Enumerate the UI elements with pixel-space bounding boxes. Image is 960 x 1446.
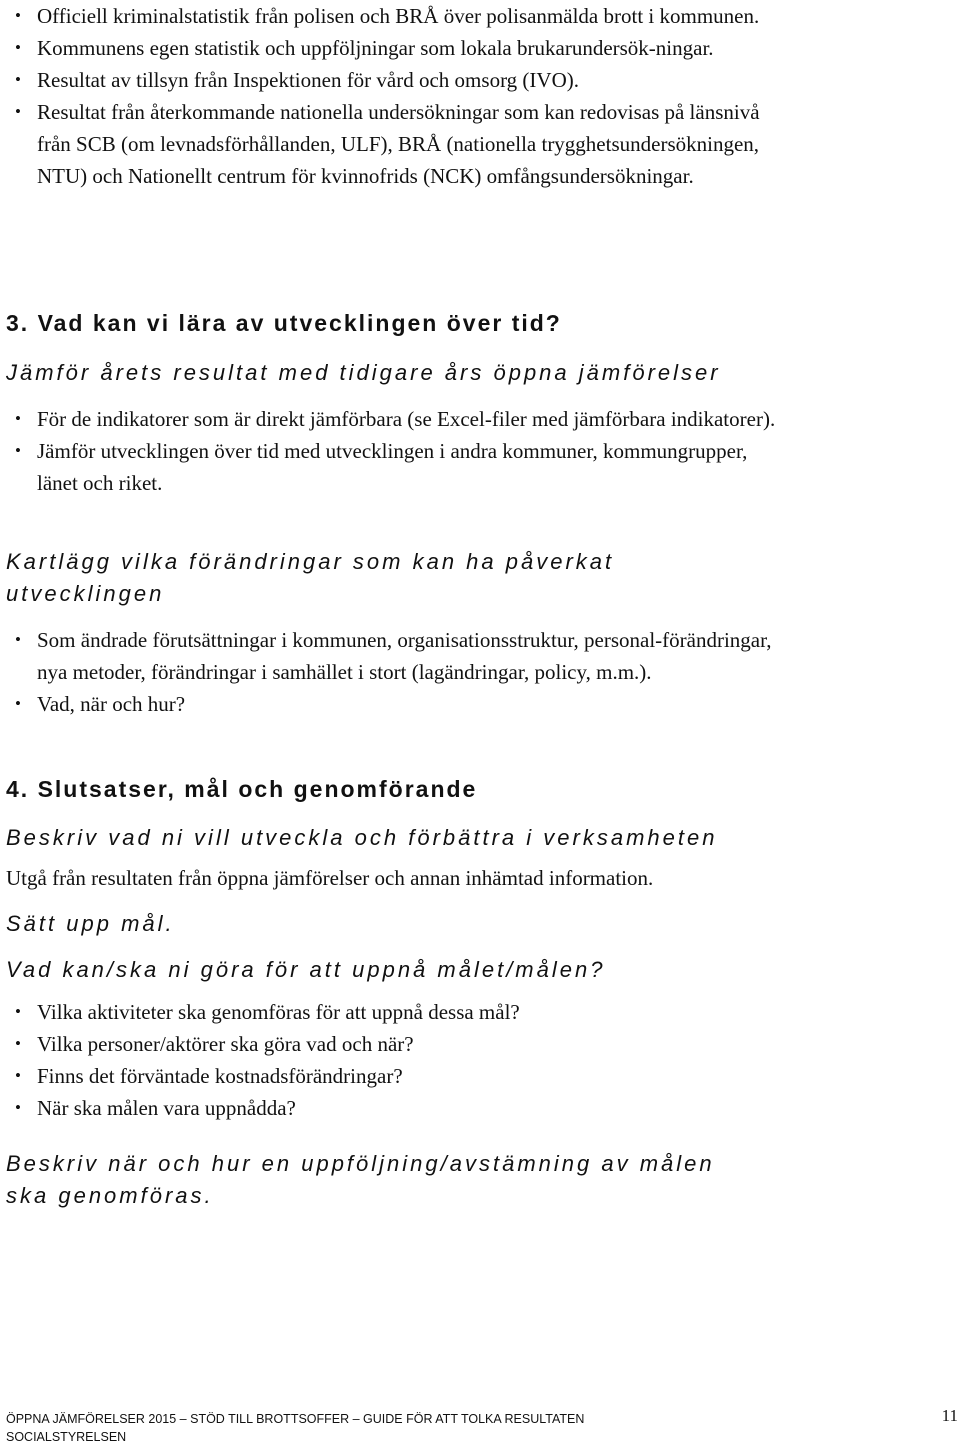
list-item: • När ska målen vara uppnådda? [6,1092,786,1124]
section-4-intro-text: Utgå från resultaten från öppna jämförelser och annan inhämtad information. [6,866,654,890]
bullet-icon: • [15,1098,21,1117]
list-item: • Vad, när och hur? [6,688,786,720]
bullet-icon: • [15,694,21,713]
list-item: • För de indikatorer som är direkt jämförbara (se Excel-filer med jämförbara indikatorer). [6,403,786,435]
list-item: • Resultat från återkommande nationella undersökningar som kan redovisas på länsnivå från SCB (om levnadsförhållanden, ULF), BRÅ (nationella trygghetsundersökningen, NTU) och Nationellt centrum för kvinnofrids (NCK) omfångsundersökningar. [6,96,786,192]
list-item: • Officiell kriminalstatistik från polisen och BRÅ över polisanmälda brott i kommunen. [6,0,786,32]
section-4-subheading-1: Beskriv vad ni vill utveckla och förbättra i verksamheten [6,825,718,850]
section-4-subheading-2: Sätt upp mål. [6,911,175,936]
bullet-icon: • [15,102,21,121]
section-4-subheading-4: Beskriv när och hur en uppföljning/avstämning av målen ska genomföras. [6,1151,715,1208]
bullet-icon: • [15,70,21,89]
section-4-list [6,996,786,1124]
list-item: • Som ändrade förutsättningar i kommunen, organisationsstruktur, personal-förändringar, nya metoder, förändringar i samhället i stort (lagändringar, policy, m.m.). [6,624,786,688]
footer-publisher: SOCIALSTYRELSEN [6,1430,127,1444]
bullet-icon: • [15,630,21,649]
list-item: • Resultat av tillsyn från Inspektionen för vård och omsorg (IVO). [6,64,786,96]
page-number: 11 [941,1406,958,1425]
list-item: • Kommunens egen statistik och uppföljningar som lokala brukarundersök-ningar. [6,32,786,64]
section-3-heading: 3. Vad kan vi lära av utvecklingen över tid? [6,310,562,336]
section-4-subheading-3: Vad kan/ska ni göra för att uppnå målet/målen? [6,957,606,982]
bullet-icon: • [15,6,21,25]
bullet-icon: • [15,1066,21,1085]
source-list [6,0,786,192]
page-footer [6,1410,584,1446]
section-3-list-1 [6,403,786,499]
bullet-icon: • [15,38,21,57]
footer-title: ÖPPNA JÄMFÖRELSER 2015 – STÖD TILL BROTTSOFFER – GUIDE FÖR ATT TOLKA RESULTATEN [6,1412,585,1426]
bullet-icon: • [15,409,21,428]
section-3-list-2 [6,624,786,720]
bullet-icon: • [15,1002,21,1021]
bullet-icon: • [15,1034,21,1053]
list-item: • Finns det förväntade kostnadsförändringar? [6,1060,786,1092]
list-item: • Jämför utvecklingen över tid med utvecklingen i andra kommuner, kommungrupper, länet och riket. [6,435,786,499]
list-item: • Vilka personer/aktörer ska göra vad och när? [6,1028,786,1060]
section-3-subheading-1: Jämför årets resultat med tidigare års öppna jämförelser [6,360,721,385]
section-4-heading: 4. Slutsatser, mål och genomförande [6,776,478,802]
bullet-icon: • [15,441,21,460]
section-3-subheading-2: Kartlägg vilka förändringar som kan ha påverkat utvecklingen [6,549,615,606]
list-item: • Vilka aktiviteter ska genomföras för att uppnå dessa mål? [6,996,786,1028]
